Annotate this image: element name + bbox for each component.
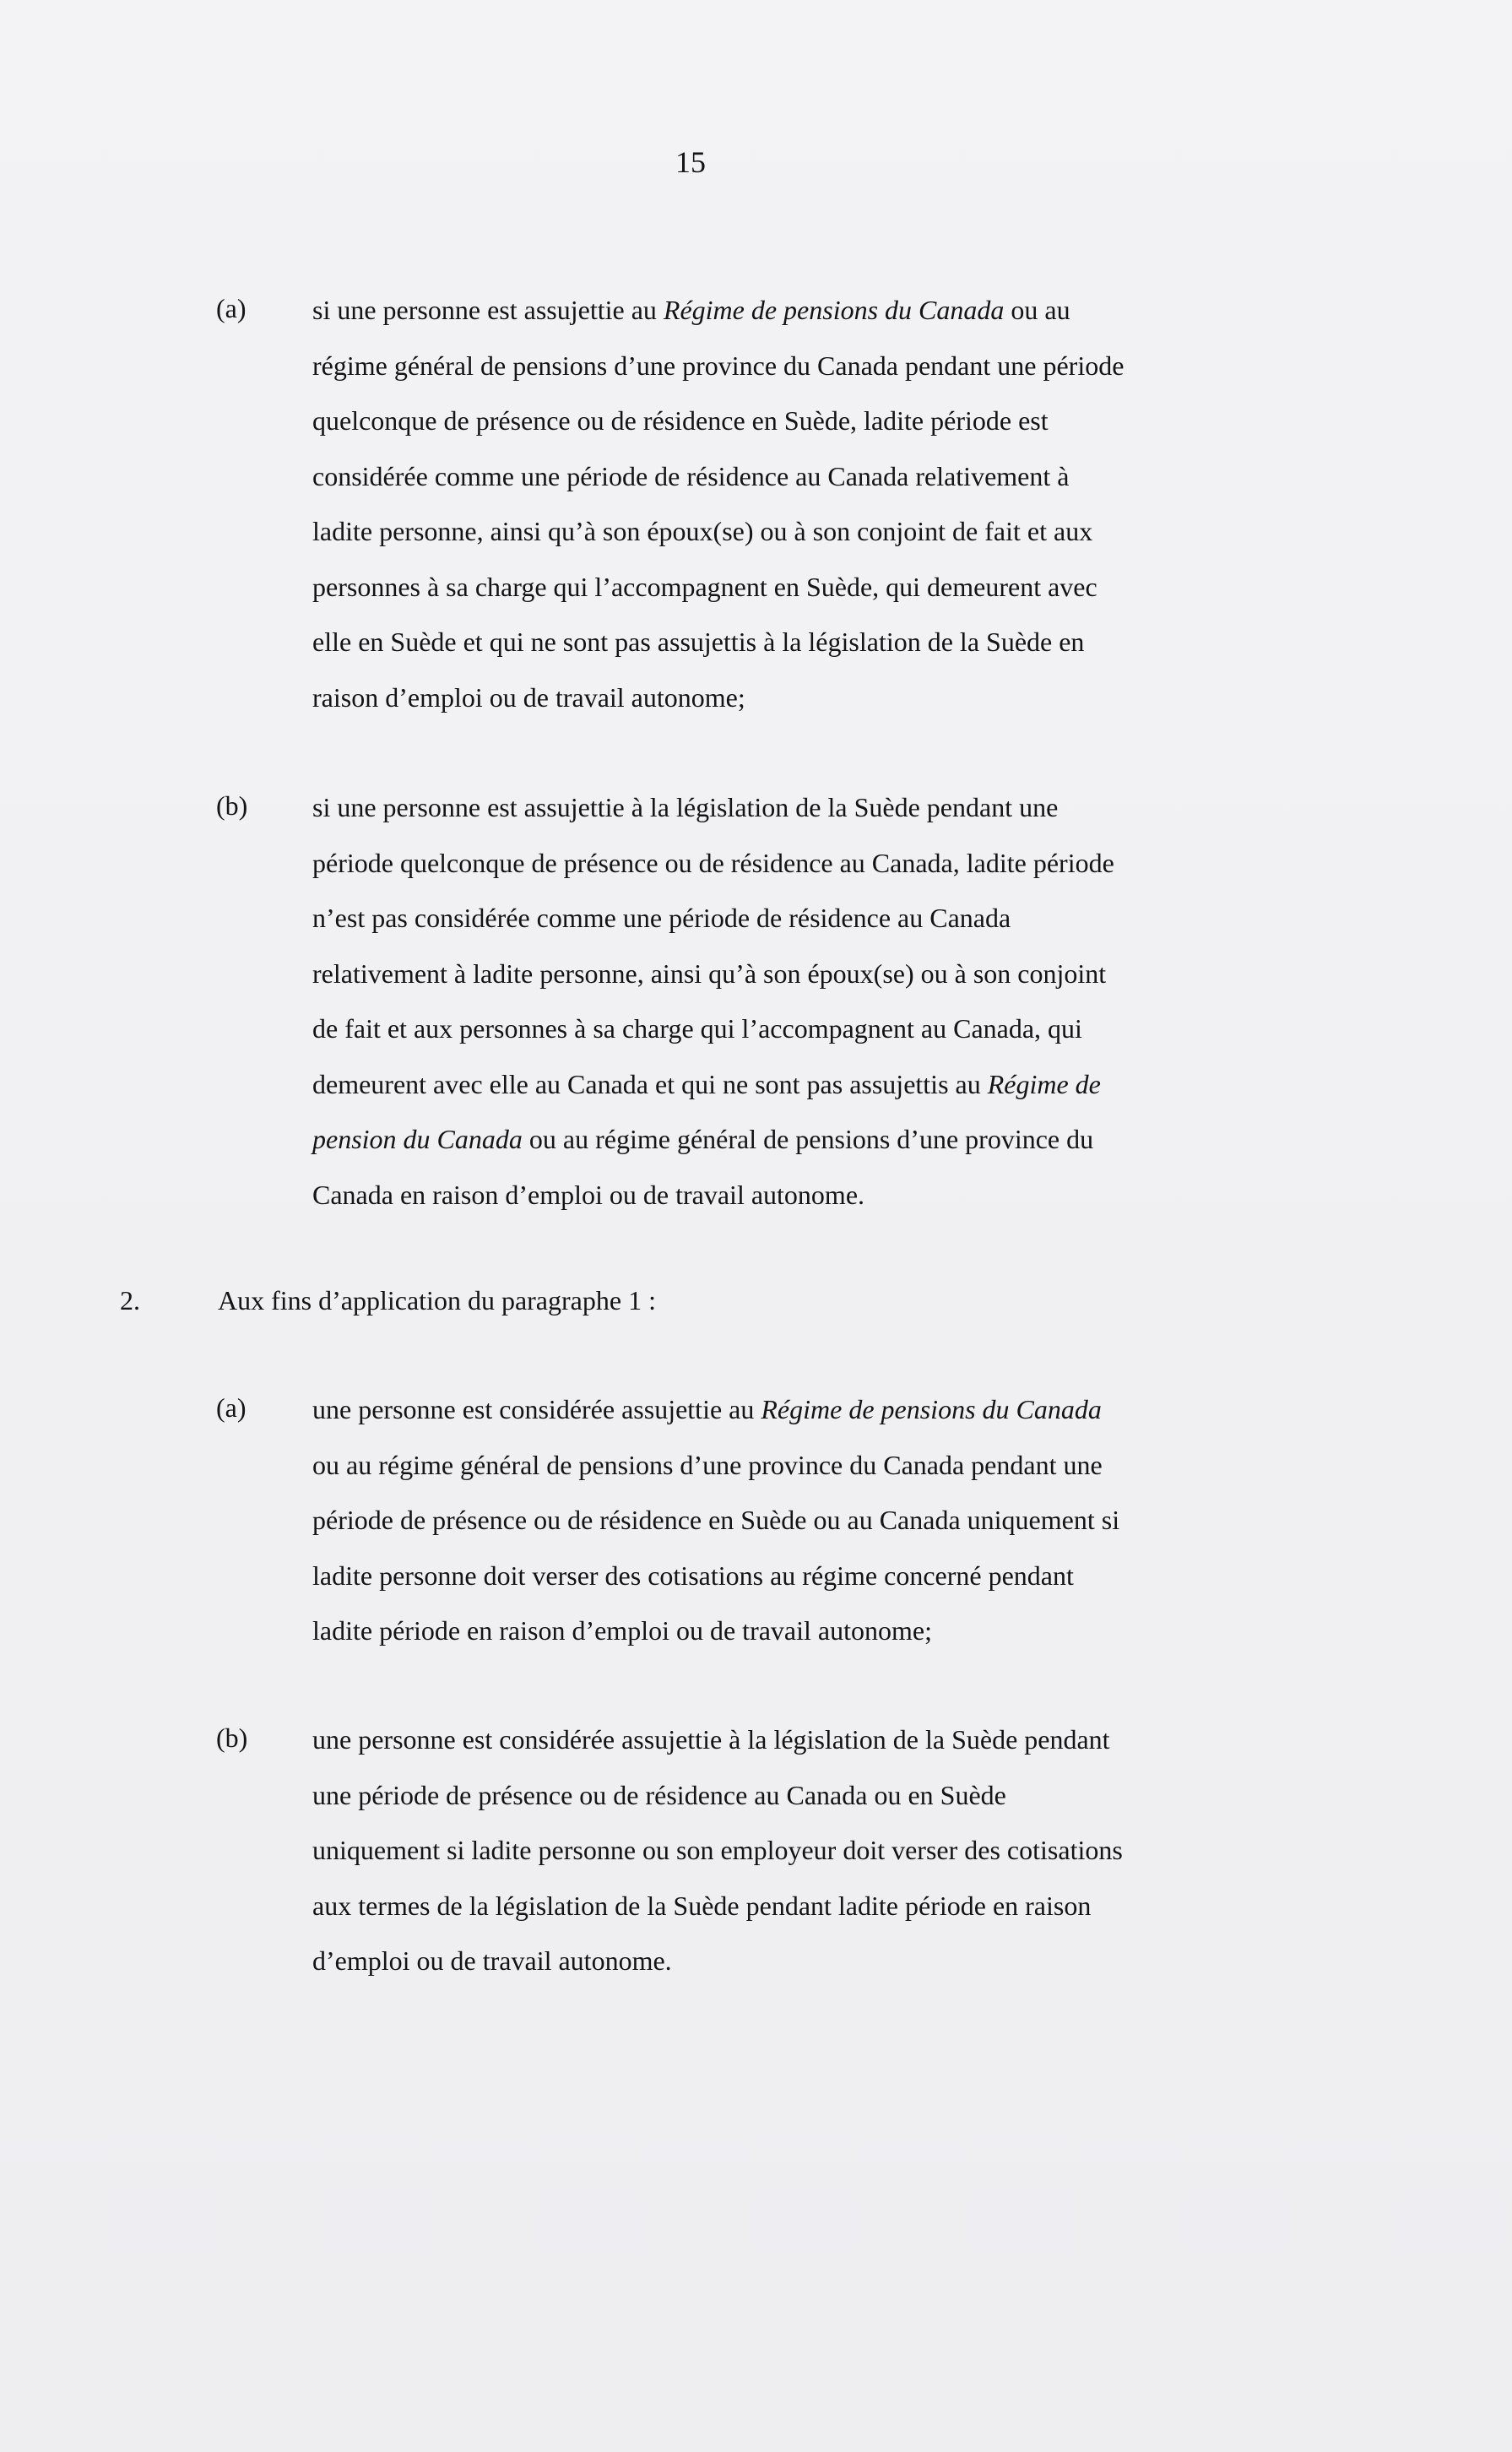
- italic-title: pension du Canada: [312, 1124, 523, 1154]
- section-number: 2.: [120, 1285, 140, 1316]
- text-run: ladite personne, ainsi qu’à son époux(se) ou à son conjoint de fait et aux: [312, 516, 1093, 546]
- text-line: [312, 947, 1275, 1002]
- text-run: n’est pas considérée comme une période de résidence au Canada: [312, 903, 1011, 933]
- paragraph-1b-text: [312, 780, 1275, 1223]
- text-run: uniquement si ladite personne ou son employeur doit verser des cotisations: [312, 1835, 1123, 1865]
- item-marker-1a: (a): [216, 293, 247, 323]
- page-number: 15: [675, 145, 706, 179]
- paragraph-2b-text: [312, 1712, 1275, 1989]
- text-line: [312, 1112, 1275, 1168]
- text-run: si une personne est assujettie à la législation de la Suède pendant une: [312, 792, 1059, 822]
- text-run: aux termes de la législation de la Suède pendant ladite période en raison: [312, 1890, 1092, 1921]
- item-marker-1b: (b): [216, 790, 248, 821]
- text-line: [312, 560, 1275, 616]
- text-run: personnes à sa charge qui l’accompagnent en Suède, qui demeurent avec: [312, 571, 1097, 602]
- section-intro: Aux fins d’application du paragraphe 1 :: [218, 1285, 656, 1316]
- text-line: [312, 1934, 1275, 1989]
- text-line: [312, 615, 1275, 670]
- text-line: [312, 504, 1275, 560]
- text-run: ladite personne doit verser des cotisations au régime concerné pendant: [312, 1560, 1074, 1591]
- text-line: [312, 1438, 1275, 1494]
- text-line: [312, 1603, 1275, 1659]
- text-line: [312, 283, 1275, 339]
- text-line: [312, 1382, 1275, 1438]
- text-line: [312, 1879, 1275, 1934]
- text-line: [312, 836, 1275, 892]
- text-run: considérée comme une période de résidence au Canada relativement à: [312, 460, 1070, 491]
- text-line: [312, 449, 1275, 505]
- text-run: de fait et aux personnes à sa charge qui l’accompagnent au Canada, qui: [312, 1013, 1082, 1044]
- text-line: [312, 1057, 1275, 1113]
- text-line: [312, 780, 1275, 836]
- text-line: [312, 891, 1275, 947]
- text-run: relativement à ladite personne, ainsi qu’à son époux(se) ou à son conjoint: [312, 957, 1107, 989]
- text-run: demeurent avec elle au Canada et qui ne sont pas assujettis au: [312, 1068, 988, 1099]
- text-line: [312, 1549, 1275, 1604]
- text-line: [312, 1768, 1275, 1824]
- text-run: période quelconque de présence ou de résidence au Canada, ladite période: [312, 847, 1114, 878]
- text-line: [312, 339, 1275, 394]
- text-line: [312, 1001, 1275, 1057]
- text-line: [312, 393, 1275, 449]
- text-line: [312, 1493, 1275, 1549]
- text-run: une personne est considérée assujettie au: [312, 1394, 761, 1424]
- italic-title: Régime de pensions du Canada: [663, 295, 1005, 325]
- text-line: [312, 670, 1275, 726]
- paragraph-2a-text: [312, 1382, 1275, 1659]
- text-run: ou au: [1004, 295, 1070, 325]
- text-run: si une personne est assujettie au: [312, 295, 664, 325]
- text-run: ladite période en raison d’emploi ou de travail autonome;: [312, 1615, 932, 1646]
- italic-title: Régime de: [987, 1068, 1101, 1099]
- text-line: [312, 1168, 1275, 1223]
- item-marker-2a: (a): [216, 1392, 247, 1423]
- text-line: [312, 1712, 1275, 1768]
- text-run: période de présence ou de résidence en Suède ou au Canada uniquement si: [312, 1505, 1120, 1535]
- text-run: régime général de pensions d’une province du Canada pendant une période: [312, 350, 1125, 381]
- text-run: raison d’emploi ou de travail autonome;: [312, 681, 745, 713]
- text-run: quelconque de présence ou de résidence en Suède, ladite période est: [312, 405, 1049, 436]
- text-run: d’emploi ou de travail autonome.: [312, 1945, 672, 1976]
- text-run: Canada en raison d’emploi ou de travail autonome.: [312, 1179, 865, 1210]
- text-line: [312, 1823, 1275, 1879]
- item-marker-2b: (b): [216, 1722, 248, 1753]
- paragraph-1a-text: [312, 283, 1275, 725]
- text-run: une personne est considérée assujettie à la législation de la Suède pendant: [312, 1724, 1110, 1755]
- text-run: une période de présence ou de résidence au Canada ou en Suède: [312, 1779, 1006, 1810]
- italic-title: Régime de pensions du Canada: [761, 1394, 1102, 1424]
- text-run: elle en Suède et qui ne sont pas assujettis à la législation de la Suède en: [312, 627, 1085, 657]
- text-run: ou au régime général de pensions d’une province du: [522, 1124, 1094, 1154]
- text-run: ou au régime général de pensions d’une province du Canada pendant une: [312, 1449, 1103, 1480]
